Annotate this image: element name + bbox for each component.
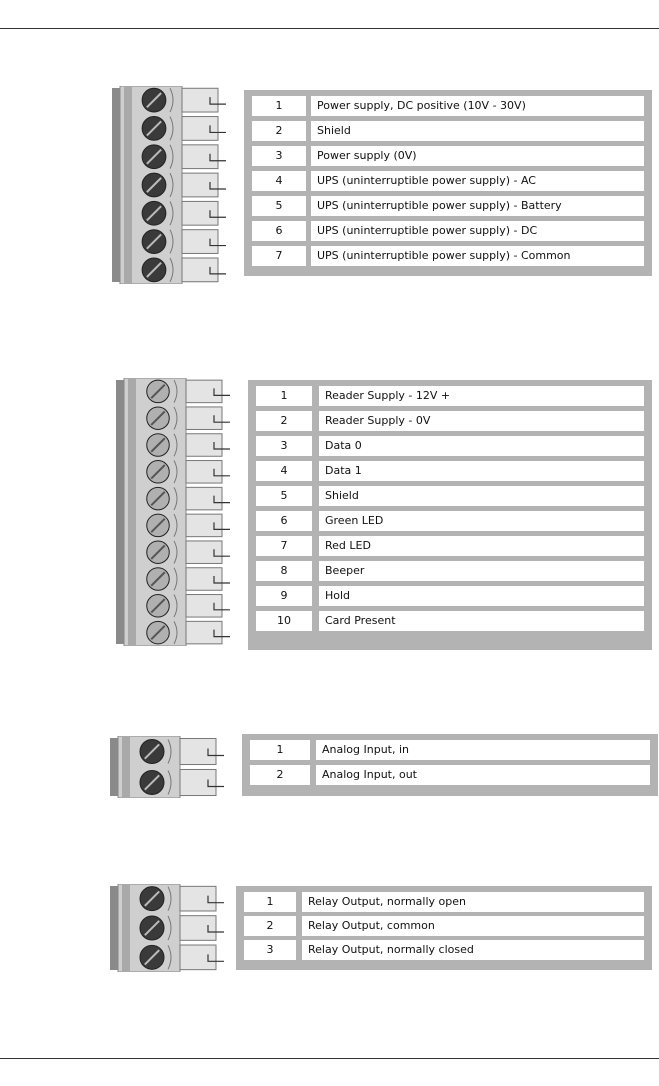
pin-number: 3 (244, 940, 296, 960)
pin-row (252, 246, 644, 266)
pin-description: Power supply, DC positive (10V - 30V) (311, 96, 644, 116)
pin-description: Shield (319, 486, 644, 506)
terminal-pin (147, 434, 230, 457)
pin-description: Reader Supply - 0V (319, 411, 644, 431)
pin-row (256, 486, 644, 506)
pin-row (252, 221, 644, 241)
reader-terminal-block-icon (114, 378, 244, 646)
pin-description: Data 0 (319, 436, 644, 456)
pin-row (244, 940, 644, 960)
terminal-pin (147, 595, 230, 618)
pin-row (256, 586, 644, 606)
terminal-pin (140, 738, 224, 764)
pin-description: Card Present (319, 611, 644, 631)
pin-row (250, 740, 650, 760)
pin-row (256, 561, 644, 581)
footer-rule (0, 1058, 659, 1059)
pin-description: Relay Output, normally closed (302, 940, 644, 960)
terminal-pin (142, 88, 226, 112)
terminal-pin (147, 461, 230, 484)
terminal-pin (142, 173, 226, 197)
pin-number: 4 (252, 171, 306, 191)
terminal-pin (142, 258, 226, 282)
pin-row (244, 916, 644, 936)
terminal-pin (147, 514, 230, 537)
pin-number: 3 (256, 436, 312, 456)
power-pinout-table (244, 90, 652, 276)
terminal-pin (140, 916, 224, 941)
pin-description: Analog Input, in (316, 740, 650, 760)
pin-number: 1 (250, 740, 310, 760)
pin-number: 2 (252, 121, 306, 141)
terminal-pin (140, 886, 224, 911)
pin-description: Red LED (319, 536, 644, 556)
pin-description: Power supply (0V) (311, 146, 644, 166)
pin-row (244, 892, 644, 912)
pin-row (256, 536, 644, 556)
terminal-pin (142, 201, 226, 225)
pin-number: 6 (252, 221, 306, 241)
terminal-pin (140, 945, 224, 970)
pin-number: 2 (244, 916, 296, 936)
pin-number: 3 (252, 146, 306, 166)
terminal-pin (147, 380, 230, 403)
pin-description: UPS (uninterruptible power supply) - Battery (311, 196, 644, 216)
analog-terminal-block-icon (108, 736, 236, 798)
pin-number: 2 (250, 765, 310, 785)
pin-description: Green LED (319, 511, 644, 531)
pin-number: 7 (256, 536, 312, 556)
header-rule (0, 28, 659, 29)
pin-description: Data 1 (319, 461, 644, 481)
relay-terminal-block-icon (108, 884, 236, 972)
pin-row (256, 611, 644, 631)
pin-number: 1 (256, 386, 312, 406)
pin-row (250, 765, 650, 785)
pin-row (256, 461, 644, 481)
reader-pinout-table (248, 380, 652, 650)
pin-row (252, 96, 644, 116)
pin-row (252, 196, 644, 216)
pin-row (256, 411, 644, 431)
pin-row (256, 436, 644, 456)
pin-number: 5 (256, 486, 312, 506)
pin-description: Shield (311, 121, 644, 141)
terminal-pin (142, 230, 226, 254)
pin-row (252, 121, 644, 141)
terminal-pin (142, 117, 226, 141)
pin-description: Analog Input, out (316, 765, 650, 785)
pin-number: 2 (256, 411, 312, 431)
analog-pinout-table (242, 734, 658, 796)
pin-description: Beeper (319, 561, 644, 581)
terminal-pin (147, 487, 230, 510)
pin-description: Hold (319, 586, 644, 606)
pin-number: 6 (256, 511, 312, 531)
pin-description: UPS (uninterruptible power supply) - Common (311, 246, 644, 266)
pin-description: UPS (uninterruptible power supply) - AC (311, 171, 644, 191)
terminal-pin (147, 568, 230, 591)
pin-number: 9 (256, 586, 312, 606)
pin-row (256, 511, 644, 531)
terminal-pin (142, 145, 226, 169)
pin-number: 1 (252, 96, 306, 116)
pin-number: 10 (256, 611, 312, 631)
terminal-pin (140, 769, 224, 795)
terminal-pin (147, 621, 230, 644)
pin-description: UPS (uninterruptible power supply) - DC (311, 221, 644, 241)
pin-number: 7 (252, 246, 306, 266)
relay-pinout-table (236, 886, 652, 970)
pin-description: Reader Supply - 12V + (319, 386, 644, 406)
terminal-pin (147, 407, 230, 430)
pin-number: 1 (244, 892, 296, 912)
terminal-pin (147, 541, 230, 564)
pin-number: 4 (256, 461, 312, 481)
pin-description: Relay Output, normally open (302, 892, 644, 912)
pin-description: Relay Output, common (302, 916, 644, 936)
pin-row (252, 171, 644, 191)
pin-row (252, 146, 644, 166)
pin-number: 8 (256, 561, 312, 581)
pin-number: 5 (252, 196, 306, 216)
pin-row (256, 386, 644, 406)
power-terminal-block-icon (110, 86, 238, 284)
